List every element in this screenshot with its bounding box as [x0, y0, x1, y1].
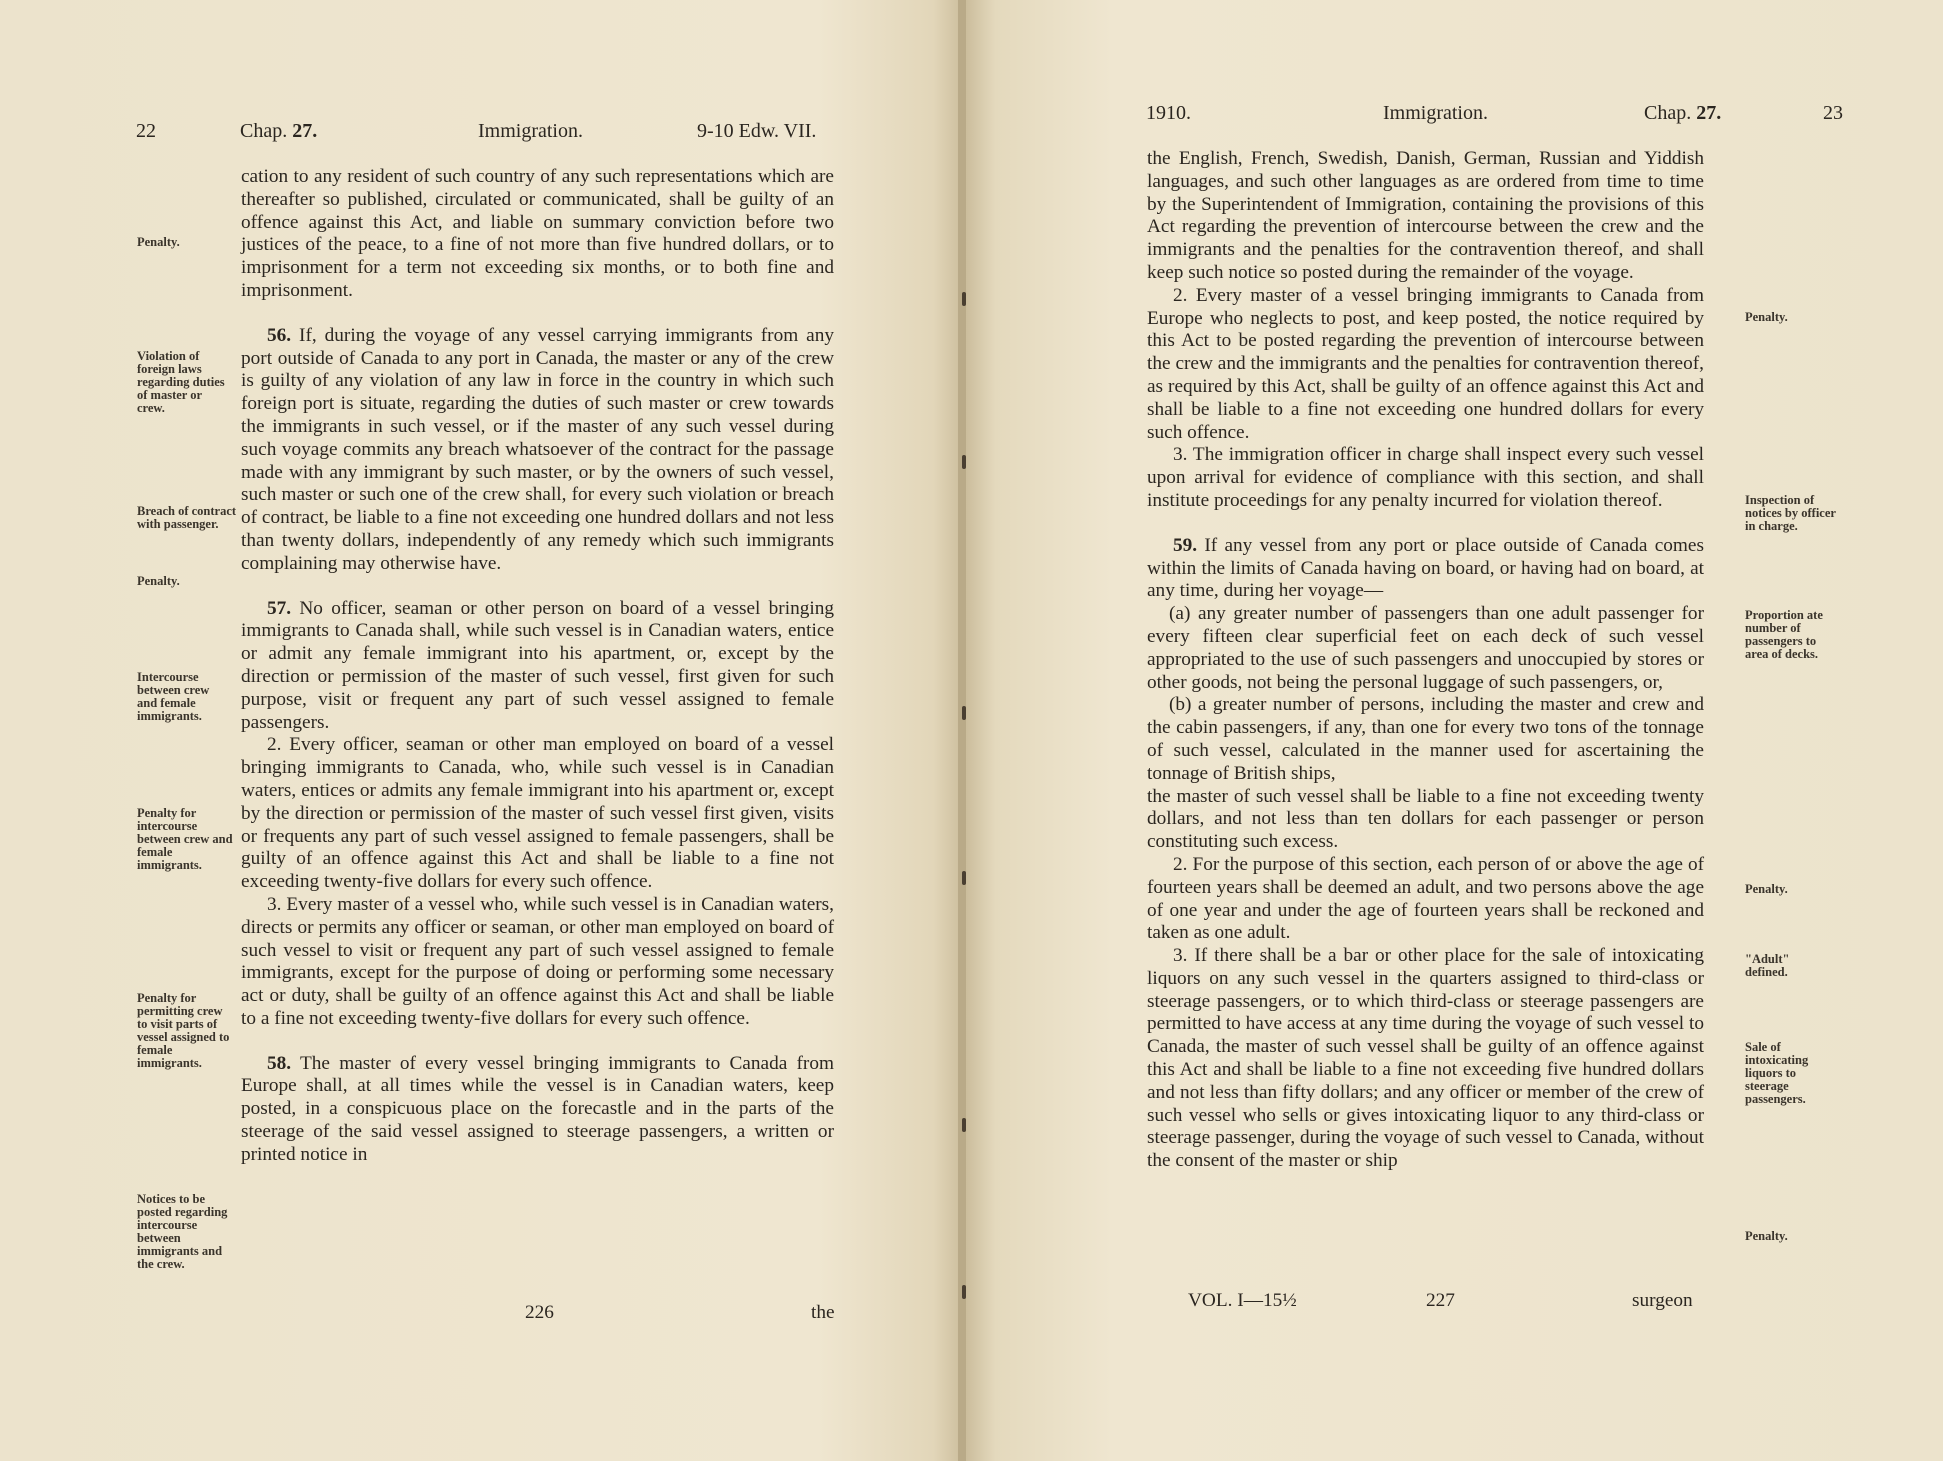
side-note: Penalty.	[1745, 310, 1788, 324]
left-folio: 226	[525, 1302, 554, 1323]
side-note: Penalty.	[137, 235, 180, 249]
right-body	[1147, 148, 1704, 1173]
clause: (b) a greater number of persons, including the master and crew and the cabin passengers, if any, than one for every two tons of the tonnage of such vessel, calculated in the manner used for ascertaining the tonnage of British ships,	[1147, 694, 1704, 784]
section-paragraph: 56. If, during the voyage of any vessel carrying immigrants from any port outside of Canada to any port in Canada, the master or any of the crew is guilty of any violation of any law in force in the country in which such foreign port is situate, regarding the duties of such master or crew towards the immigrants in such vessel, or if the master of any such vessel during such voyage commits any breach whatsoever of the contract for the passage made with any immigrant by such master, or by the owners of such vessel, such master or such one of the crew shall, for every such violation or breach of contract, be liable to a fine not exceeding one hundred dollars and not less than twenty dollars, independently of any remedy which such immigrants complaining may otherwise have.	[241, 324, 834, 574]
right-chap-label: Chap.	[1644, 102, 1692, 124]
right-page-number: 23	[1823, 102, 1843, 124]
paragraph: 3. If there shall be a bar or other place for the sale of intoxicating liquors on any such vessel in the quarters assigned to third-class or steerage passengers, or to which third-class or steerage passengers are permitted to have access at any time during the voyage of such vessel to Canada, the master of such vessel shall be guilty of an offence against this Act and shall be liable to a fine not exceeding five hundred dollars and not less than fifty dollars; and any officer or member of the crew of such vessel who sells or gives intoxicating liquor to any third-class or steerage passenger, during the voyage of such vessel to Canada, without the consent of the master or ship	[1147, 945, 1704, 1172]
paragraph: 2. Every officer, seaman or other man employed on board of a vessel bringing immigrants to Canada, who, while such vessel is in Canadian waters, entices or admits any female immigrant into his apartment or, except by the direction or permission of the master of such vessel first given, visits or frequents any part of such vessel assigned to female passengers, shall be guilty of an offence against this Act and shall be liable to a fine not exceeding twenty-five dollars for every such offence.	[241, 734, 834, 893]
side-note: Violation of foreign laws regarding duties of master or crew.	[137, 349, 225, 415]
paragraph: 3. Every master of a vessel who, while such vessel is in Canadian waters, directs or permits any officer or seaman, or other man employed on board of such vessel to visit or frequent any part of such vessel assigned to female immigrants, except for the purpose of doing or performing some necessary act or duty, shall be guilty of an offence against this Act and shall be liable to a fine not exceeding twenty-five dollars for every such offence.	[241, 893, 834, 1029]
right-chap-number: 27.	[1696, 102, 1722, 124]
paragraph: 3. The immigration officer in charge shall inspect every such vessel upon arrival for evidence of compliance with this section, and shall institute proceedings for any penalty incurred for violation thereof.	[1147, 444, 1704, 511]
left-catchword: the	[811, 1302, 835, 1323]
left-chapter	[240, 120, 317, 143]
right-chapter	[1644, 102, 1721, 125]
section-number: 58.	[267, 1052, 292, 1074]
left-page	[0, 0, 962, 1461]
section-paragraph: 59. If any vessel from any port or place outside of Canada comes within the limits of Canada having on board, or having had on board, at any time, during her voyage—	[1147, 534, 1704, 602]
paragraph: the English, French, Swedish, Danish, German, Russian and Yiddish languages, and such other languages as are ordered from time to time by the Superintendent of Immigration, containing the provisions of this Act regarding the prevention of intercourse between the crew and the immigrants and the penalties for the contravention thereof, and shall keep such notice so posted during the remainder of the voyage.	[1147, 148, 1704, 283]
left-regnal-year: 9-10 Edw. VII.	[697, 120, 817, 142]
section-paragraph: 57. No officer, seaman or other person on board of a vessel bringing immigrants to Canada shall, while such vessel is in Canadian waters, entice or admit any female immigrant into his apartment, or, except by the direction or permission of the master of such vessel, first given for such purpose, visit or frequent any part of such vessel assigned to female passengers.	[241, 597, 834, 733]
left-page-number: 22	[136, 120, 156, 142]
right-year: 1910.	[1146, 102, 1191, 124]
side-note: Inspection of notices by officer in charge.	[1745, 493, 1836, 533]
side-note: Penalty.	[1745, 1229, 1788, 1243]
right-page	[966, 0, 1943, 1461]
side-note: Penalty for permitting crew to visit parts of vessel assigned to female immigrants.	[137, 991, 230, 1070]
right-running-title: Immigration.	[1383, 102, 1488, 124]
left-chap-number: 27.	[292, 120, 318, 142]
section-paragraph: 58. The master of every vessel bringing immigrants to Canada from Europe shall, at all times while the vessel is in Canadian waters, keep posted, in a conspicuous place on the forecastle and in the parts of the steerage of the said vessel assigned to steerage passengers, a written or printed notice in	[241, 1052, 834, 1165]
paragraph: 2. Every master of a vessel bringing immigrants to Canada from Europe who neglects to post, and keep posted, the notice required by this Act to be posted regarding the prevention of intercourse between the crew and the immigrants and the penalties for contravention thereof, as required by this Act, shall be guilty of an offence against this Act and shall be liable to a fine not exceeding one hundred dollars for every such offence.	[1147, 284, 1704, 443]
side-note: Penalty.	[137, 574, 180, 588]
left-body	[241, 166, 834, 1167]
side-note: Penalty.	[1745, 882, 1788, 896]
clause: (a) any greater number of passengers than one adult passenger for every fifteen clear superficial feet on each deck of such vessel appropriated to the use of such passengers and unoccupied by stores or other goods, not being the personal luggage of such passengers, or,	[1147, 603, 1704, 693]
side-note: Intercourse between crew and female immigrants.	[137, 670, 210, 723]
side-note: "Adult" defined.	[1745, 952, 1790, 979]
paragraph: 2. For the purpose of this section, each person of or above the age of fourteen years shall be deemed an adult, and two persons above the age of one year and under the age of fourteen years shall be reckoned and taken as one adult.	[1147, 853, 1704, 944]
right-folio: 227	[1426, 1290, 1455, 1311]
section-number: 57.	[267, 597, 292, 619]
section-number: 59.	[1173, 534, 1198, 556]
side-note: Sale of intoxicating liquors to steerage passengers.	[1745, 1040, 1809, 1106]
left-running-title: Immigration.	[478, 120, 583, 142]
paragraph: the master of such vessel shall be liable to a fine not exceeding twenty dollars, and not less than ten dollars for each passenger or person constituting such excess.	[1147, 785, 1704, 853]
side-note: Proportion ate number of passengers to area of decks.	[1745, 608, 1823, 661]
side-note: Breach of contract with passenger.	[137, 504, 237, 531]
paragraph: cation to any resident of such country of any such representations which are thereafter so published, circulated or communicated, shall be guilty of an offence against this Act, and liable on summary conviction before two justices of the peace, to a fine of not more than five hundred dollars, or to imprisonment for a term not exceeding six months, or to both fine and imprisonment.	[241, 166, 834, 301]
left-chap-label: Chap.	[240, 120, 288, 142]
right-catchword: surgeon	[1632, 1290, 1693, 1311]
signature-mark: VOL. I—15½	[1188, 1290, 1297, 1311]
section-number: 56.	[267, 324, 292, 346]
side-note: Notices to be posted regarding intercourse between immigrants and the crew.	[137, 1192, 228, 1271]
side-note: Penalty for intercourse between crew and female immigrants.	[137, 806, 233, 872]
